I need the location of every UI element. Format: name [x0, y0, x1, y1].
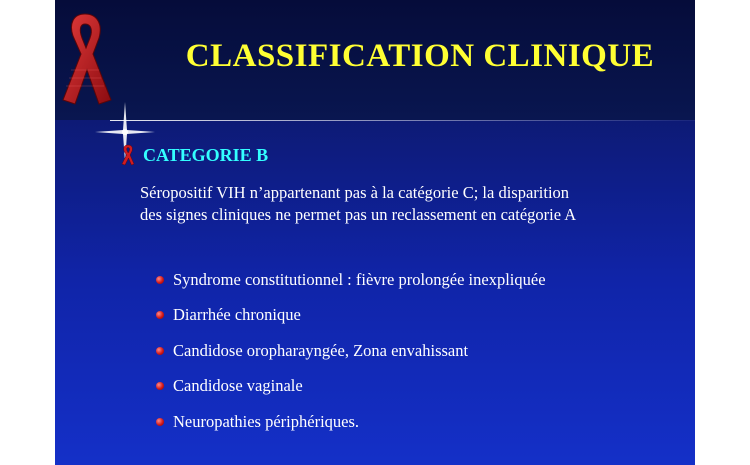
red-dot-bullet-icon [156, 382, 164, 390]
red-dot-bullet-icon [156, 418, 164, 426]
red-dot-bullet-icon [156, 347, 164, 355]
list-item-text: Syndrome constitutionnel : fièvre prolongée inexpliquée [173, 269, 546, 289]
category-heading: CATEGORIE B [143, 144, 269, 165]
red-ribbon-icon [55, 8, 115, 108]
red-dot-bullet-icon [156, 311, 164, 319]
list-item [156, 333, 546, 369]
description-line: des signes cliniques ne permet pas un reclassement en catégorie A [140, 205, 577, 224]
divider-line [110, 120, 695, 121]
list-item-text: Candidose oropharayngée, Zona envahissant [173, 340, 469, 360]
category-heading-row [121, 143, 268, 167]
list-item [156, 369, 546, 405]
category-description [140, 182, 695, 226]
description-line: Séropositif VIH n’appartenant pas à la catégorie C; la disparition [140, 183, 570, 202]
list-item [156, 404, 546, 440]
symptom-list [156, 262, 546, 440]
red-dot-bullet-icon [156, 276, 164, 284]
list-item [156, 262, 546, 298]
slide-title: CLASSIFICATION CLINIQUE [185, 38, 655, 74]
list-item-text: Candidose vaginale [173, 376, 303, 396]
red-ribbon-icon [121, 144, 135, 166]
list-item [156, 298, 546, 334]
slide [55, 0, 695, 465]
list-item-text: Diarrhée chronique [173, 305, 301, 325]
list-item-text: Neuropathies périphériques. [173, 411, 360, 431]
